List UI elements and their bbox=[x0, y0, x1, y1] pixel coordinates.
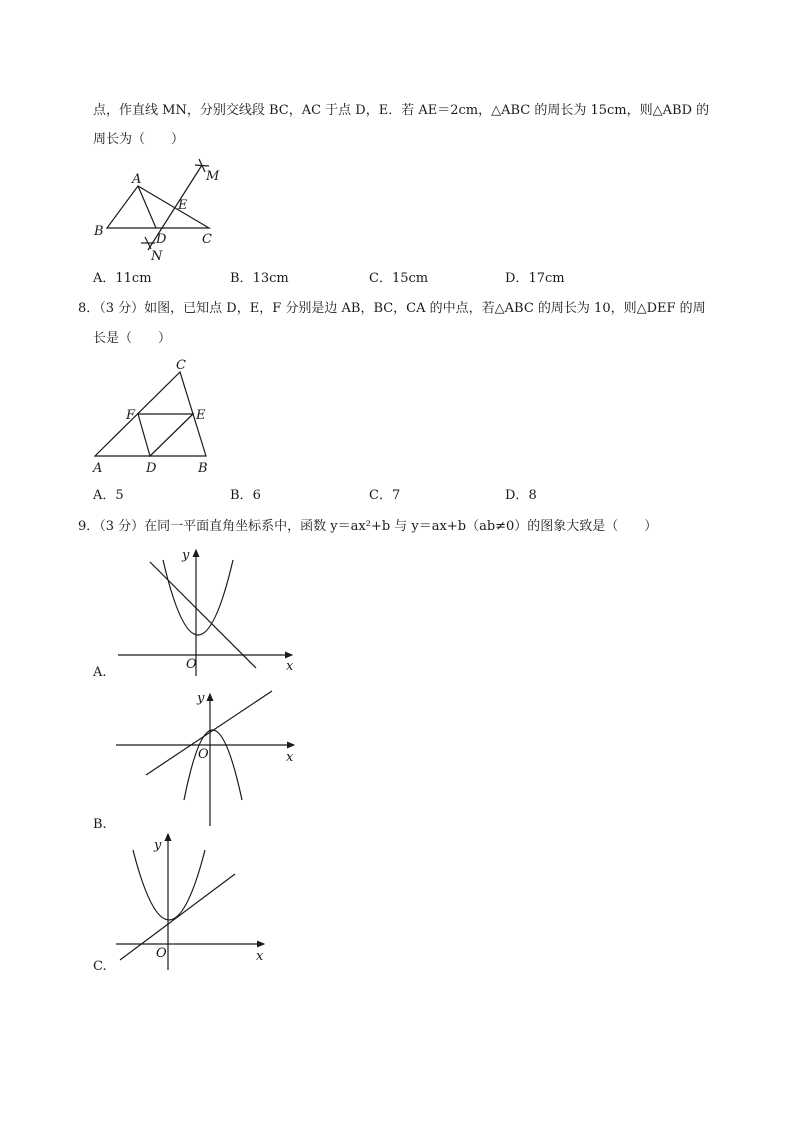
q8-label-a: A bbox=[93, 461, 103, 476]
q7-option-a-letter: A． bbox=[93, 271, 116, 286]
q8-label-e: E bbox=[196, 408, 206, 423]
q8-option-b-value: 6 bbox=[252, 488, 261, 503]
q7-option-d[interactable] bbox=[505, 270, 565, 288]
q7-label-n: N bbox=[151, 249, 163, 264]
q8-option-d[interactable] bbox=[505, 487, 537, 505]
q8-label-c: C bbox=[176, 358, 186, 373]
q9b-parabola bbox=[184, 730, 242, 800]
q8-triangle-abc bbox=[95, 372, 206, 456]
q7-option-d-letter: D． bbox=[505, 271, 529, 286]
q8-label-f: F bbox=[126, 408, 136, 423]
q7-triangle-abc bbox=[107, 186, 209, 228]
q7-option-b-letter: B． bbox=[230, 271, 253, 286]
q8-option-b[interactable] bbox=[230, 487, 261, 505]
q7-label-a: A bbox=[132, 172, 142, 187]
q9c-parabola bbox=[133, 850, 205, 920]
q7-option-b[interactable] bbox=[230, 270, 289, 288]
q7-option-b-value: 13cm bbox=[252, 271, 289, 286]
q7-label-b: B bbox=[94, 224, 104, 239]
q8-option-a-value: 5 bbox=[115, 488, 124, 503]
q8-triangle-def bbox=[138, 414, 193, 456]
q7-option-d-value: 17cm bbox=[528, 271, 565, 286]
q9-option-b[interactable]: B. bbox=[93, 817, 107, 832]
q7-option-a-value: 11cm bbox=[115, 271, 152, 286]
q8-label-b: B bbox=[198, 461, 208, 476]
q9b-line bbox=[146, 691, 272, 775]
q9c-label-x: x bbox=[256, 949, 264, 964]
q9-text-line1: 9．（3 分）在同一平面直角坐标系中，函数 y＝ax²+b 与 y＝ax+b（ab≠0）的图象大致是（ ） bbox=[78, 519, 658, 534]
q8-option-b-letter: B． bbox=[230, 488, 253, 503]
q7-label-c: C bbox=[202, 232, 212, 247]
q8-segment-df bbox=[150, 414, 193, 456]
q7-label-m: M bbox=[206, 169, 220, 184]
q8-option-c-value: 7 bbox=[391, 488, 401, 503]
q7-option-a[interactable] bbox=[93, 270, 152, 288]
q7-arc-mark-m bbox=[195, 159, 209, 172]
q7-label-d: D bbox=[156, 232, 167, 247]
q9-option-a[interactable]: A. bbox=[93, 665, 107, 680]
q7-text-line2: 周长为（ ） bbox=[93, 132, 185, 147]
q9b-label-o: O bbox=[198, 747, 209, 762]
q8-option-c-letter: C． bbox=[369, 488, 392, 503]
q9a-label-x: x bbox=[286, 659, 294, 674]
q9b-label-x: x bbox=[286, 750, 294, 765]
q7-option-c-letter: C． bbox=[369, 271, 392, 286]
q8-option-c[interactable] bbox=[369, 487, 400, 505]
q8-label-d: D bbox=[146, 461, 157, 476]
q9a-parabola bbox=[163, 560, 233, 635]
q7-option-c[interactable] bbox=[369, 270, 428, 288]
q9a-label-o: O bbox=[186, 657, 197, 672]
q8-option-d-letter: D． bbox=[505, 488, 529, 503]
q7-label-e: E bbox=[178, 198, 188, 213]
q8-text-line1: 8．（3 分）如图，已知点 D，E，F 分别是边 AB，BC，CA 的中点，若△ABC 的周长为 10，则△DEF 的周 bbox=[78, 301, 706, 316]
q7-arc-mark-n bbox=[141, 237, 155, 249]
q8-option-a-letter: A． bbox=[93, 488, 116, 503]
q8-text-line2: 长是（ ） bbox=[93, 331, 172, 346]
q8-option-d-value: 8 bbox=[528, 488, 537, 503]
q9c-label-y: y bbox=[154, 838, 162, 853]
q7-segment-ad bbox=[138, 186, 156, 228]
q9-option-c[interactable]: C. bbox=[93, 959, 107, 974]
q9a-line bbox=[150, 562, 256, 668]
q7-option-c-value: 15cm bbox=[391, 271, 429, 286]
q7-line-mn bbox=[148, 165, 202, 250]
q9a-label-y: y bbox=[182, 548, 190, 563]
q9c-line bbox=[120, 874, 235, 960]
q7-text-line1: 点，作直线 MN，分别交线段 BC，AC 于点 D，E．若 AE＝2cm，△ABC 的周长为 15cm，则△ABD 的 bbox=[93, 103, 710, 118]
q9c-label-o: O bbox=[156, 946, 167, 961]
q8-option-a[interactable] bbox=[93, 487, 124, 505]
q9b-label-y: y bbox=[197, 691, 205, 706]
